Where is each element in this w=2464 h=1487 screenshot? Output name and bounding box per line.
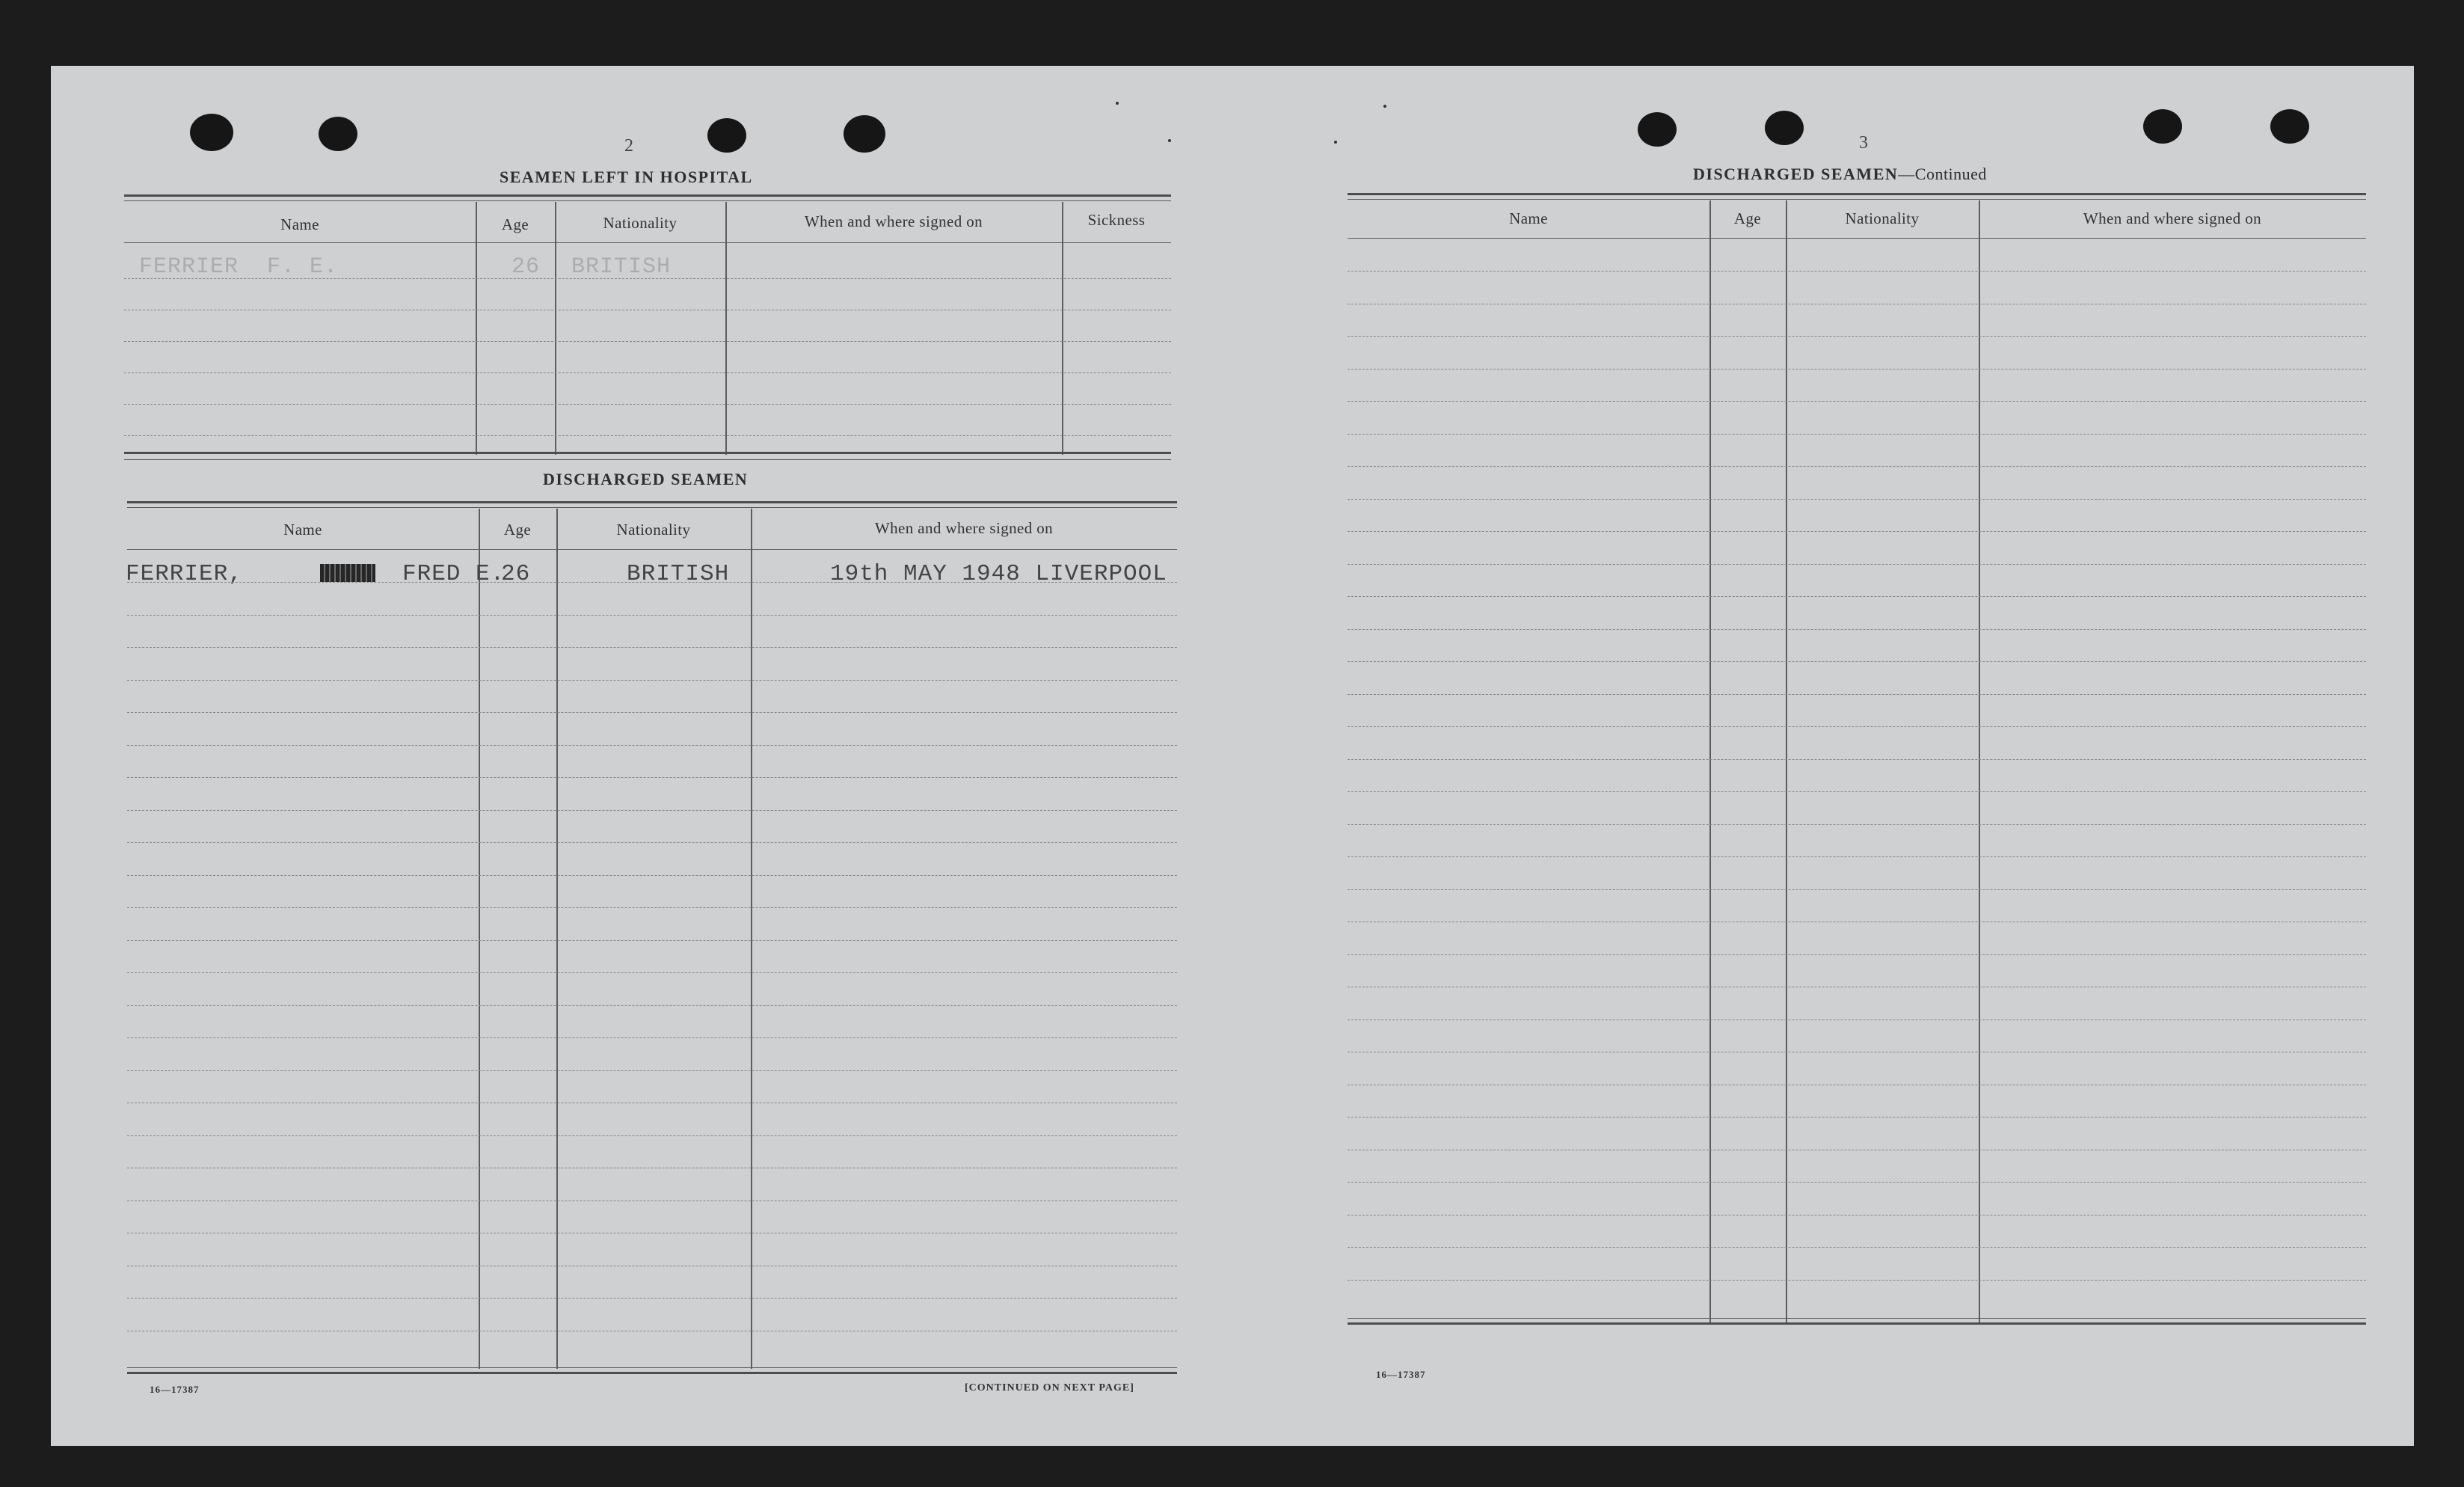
entry-line [124,278,1171,279]
section-title-discharged-continued [1693,165,1987,184]
table-rule [127,507,1177,508]
column-header-age: Age [503,521,532,539]
page-number: 2 [624,136,633,156]
column-header-age: Age [501,215,529,233]
table-rule [1348,238,2366,239]
entry-line [1348,791,2366,792]
entry-line [1348,629,2366,630]
entry-line [124,341,1171,342]
entry-line [127,972,1177,973]
table-rule [127,1367,1177,1368]
section-title-discharged: DISCHARGED SEAMEN [543,470,749,488]
entry-line [1348,466,2366,467]
column-header-sickness: Sickness [1087,211,1146,229]
entry-given-name: FRED E. [402,561,506,587]
column-header-signed-on: When and where signed on [2083,209,2262,227]
form-number: 16—17387 [150,1384,200,1395]
scan-speck [1168,139,1171,142]
ledger-sheet [51,66,2414,1446]
column-divider [556,509,558,1369]
entry-line [1348,596,2366,597]
scan-speck [1334,141,1337,144]
entry-line [1348,661,2366,662]
entry-line [127,615,1177,616]
entry-nationality: BRITISH [627,561,730,587]
punch-hole [844,115,885,153]
entry-age: 26 [501,561,531,587]
column-header-name: Name [1509,209,1548,227]
entry-line [127,875,1177,876]
entry-line [124,404,1171,405]
page-number: 3 [1859,133,1868,153]
entry-line [1348,1280,2366,1281]
section-title-hospital: SEAMEN LEFT IN HOSPITAL [500,168,753,186]
scan-speck [1116,102,1119,105]
table-rule [1348,199,2366,200]
punch-hole [2143,109,2182,144]
entry-line [127,907,1177,908]
entry-line [1348,271,2366,272]
entry-line [1348,369,2366,370]
column-divider [479,509,480,1369]
table-rule [127,549,1177,550]
entry-line [127,1070,1177,1071]
table-rule [1348,193,2366,195]
entry-line [127,647,1177,648]
scan-speck [1383,105,1386,108]
entry-line [127,680,1177,681]
table-rule [124,452,1171,454]
entry-line [1348,889,2366,890]
entry-line [127,1298,1177,1299]
entry-line [127,1037,1177,1038]
entry-line [1348,401,2366,402]
entry-line [124,372,1171,373]
entry-line [1348,824,2366,825]
punch-hole [1765,111,1804,145]
entry-line [127,582,1177,583]
entry-line [127,940,1177,941]
entry-line [1348,434,2366,435]
entry-line [1348,856,2366,857]
table-rule [127,501,1177,503]
column-divider [725,202,727,455]
punch-hole [707,118,746,153]
punch-hole [190,114,233,151]
title-main: DISCHARGED SEAMEN [1693,165,1899,183]
entry-line [1348,531,2366,532]
faint-entry-age: 26 [511,254,541,280]
continued-note: [CONTINUED ON NEXT PAGE] [965,1382,1134,1394]
entry-line [127,1135,1177,1136]
column-divider [1062,202,1063,455]
struck-out-text [320,564,375,582]
discharged-continued-table [1348,193,2366,1375]
entry-line [127,1005,1177,1006]
faint-entry-name: FERRIER F. E. [139,254,339,280]
table-rule [1348,1318,2366,1319]
entry-line [127,810,1177,811]
entry-line [127,842,1177,843]
punch-hole [319,117,357,151]
entry-line [1348,954,2366,955]
column-divider [751,509,752,1369]
entry-line [1348,499,2366,500]
entry-line [1348,1182,2366,1183]
column-header-signed-on: When and where signed on [874,519,1054,537]
table-rule [124,242,1171,243]
punch-hole [2270,109,2309,144]
column-header-age: Age [1733,209,1762,227]
entry-line [127,777,1177,778]
punch-hole [1638,112,1677,147]
title-suffix: —Continued [1898,165,1987,183]
entry-signed-on: 19th MAY 1948 LIVERPOOL [830,561,1167,587]
entry-line [127,712,1177,713]
table-rule [127,1372,1177,1374]
entry-line [1348,694,2366,695]
entry-line [1348,336,2366,337]
column-divider [476,202,477,455]
column-header-nationality: Nationality [616,521,691,539]
entry-line [1348,564,2366,565]
column-header-name: Name [283,521,322,539]
entry-line [1348,759,2366,760]
form-number: 16—17387 [1376,1369,1426,1380]
column-header-nationality: Nationality [603,214,678,232]
entry-line [127,745,1177,746]
column-header-signed-on: When and where signed on [804,212,983,230]
table-rule [1348,1322,2366,1325]
column-header-name: Name [280,215,319,233]
entry-line [124,435,1171,436]
entry-line [1348,1247,2366,1248]
table-rule [124,200,1171,201]
table-rule [124,459,1171,460]
entry-surname: FERRIER, [126,561,243,587]
table-rule [124,194,1171,197]
column-divider [555,202,556,455]
entry-line [1348,726,2366,727]
column-header-nationality: Nationality [1845,209,1920,227]
faint-entry-nationality: BRITISH [571,254,672,280]
discharged-table [127,501,1177,1436]
